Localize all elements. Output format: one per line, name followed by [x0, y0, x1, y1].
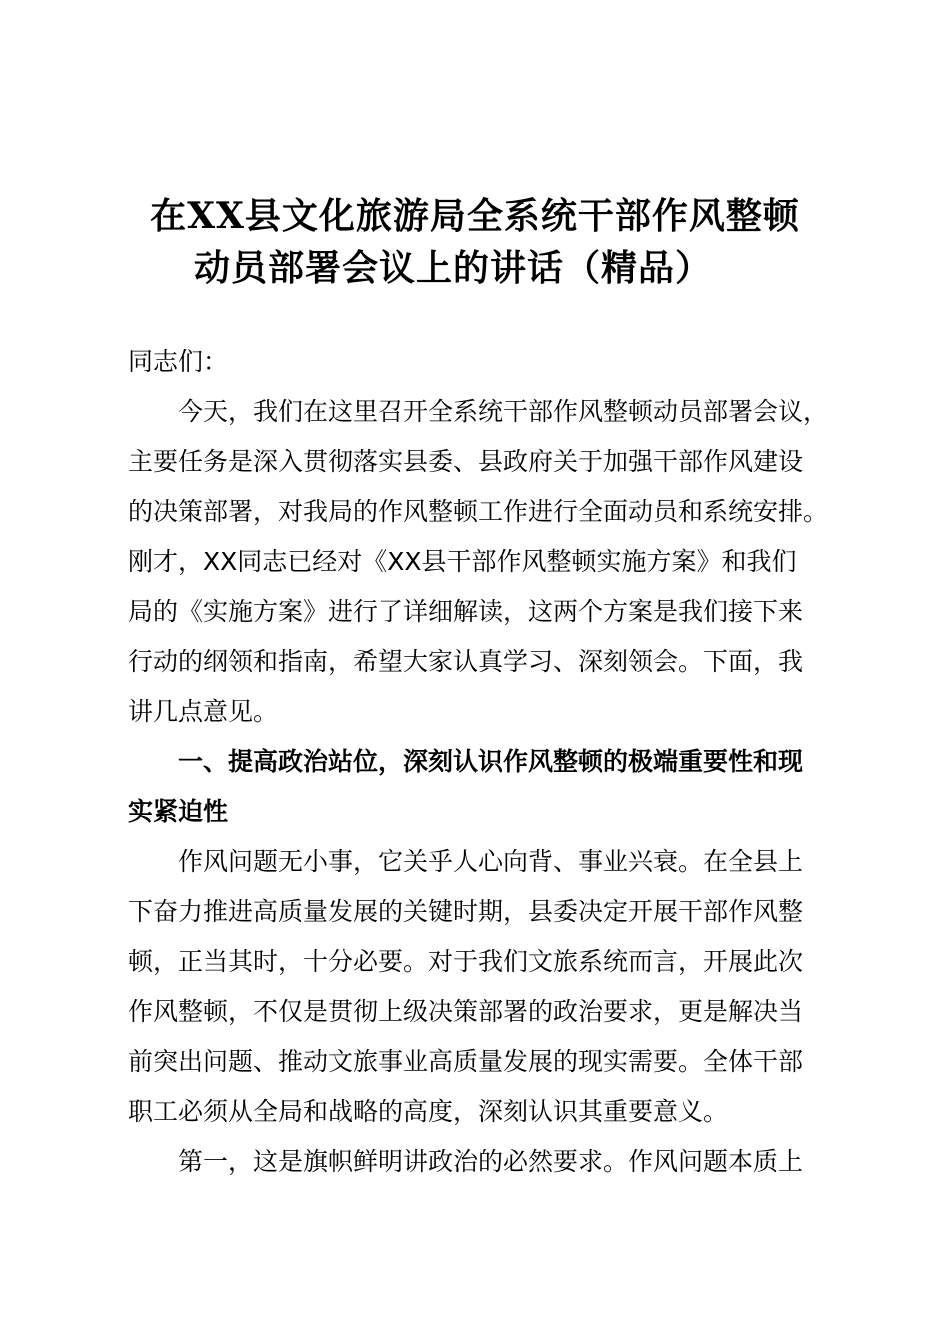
paragraph-line: 刚才，XX同志已经对《XX县干部作风整顿实施方案》和我们	[128, 547, 797, 576]
paragraph-line: 主要任务是深入贯彻落实县委、县政府关于加强干部作风建设	[128, 447, 804, 476]
paragraph-line: 下奋力推进高质量发展的关键时期，县委决定开展干部作风整	[128, 897, 804, 926]
paragraph-line: 顿，正当其时，十分必要。对于我们文旅系统而言，开展此次	[128, 947, 804, 976]
paragraph-line: 职工必须从全局和战略的高度，深刻认识其重要意义。	[128, 1097, 729, 1126]
paragraph-line: 作风问题无小事，它关乎人心向背、事业兴衰。在全县上	[128, 847, 804, 876]
paragraph-line: 局的《实施方案》进行了详细解读，这两个方案是我们接下来	[128, 597, 804, 626]
paragraph-line: 行动的纲领和指南，希望大家认真学习、深刻领会。下面，我	[128, 647, 804, 676]
document-title-line-2: 动员部署会议上的讲话（精品）	[193, 247, 712, 289]
section-heading-line: 一、提高政治站位，深刻认识作风整顿的极端重要性和现	[128, 747, 804, 776]
paragraph-line: 今天，我们在这里召开全系统干部作风整顿动员部署会议，	[128, 397, 829, 426]
paragraph-line: 讲几点意见。	[128, 697, 279, 726]
paragraph-line: 第一，这是旗帜鲜明讲政治的必然要求。作风问题本质上	[128, 1147, 804, 1176]
paragraph-line: 的决策部署，对我局的作风整顿工作进行全面动员和系统安排。	[128, 497, 829, 526]
section-heading-line: 实紧迫性	[128, 797, 229, 826]
salutation: 同志们：	[128, 347, 229, 376]
document-title-line-1: 在XX县文化旅游局全系统干部作风整顿	[150, 195, 800, 237]
paragraph-line: 作风整顿，不仅是贯彻上级决策部署的政治要求，更是解决当	[128, 997, 804, 1026]
paragraph-line: 前突出问题、推动文旅事业高质量发展的现实需要。全体干部	[128, 1047, 804, 1076]
